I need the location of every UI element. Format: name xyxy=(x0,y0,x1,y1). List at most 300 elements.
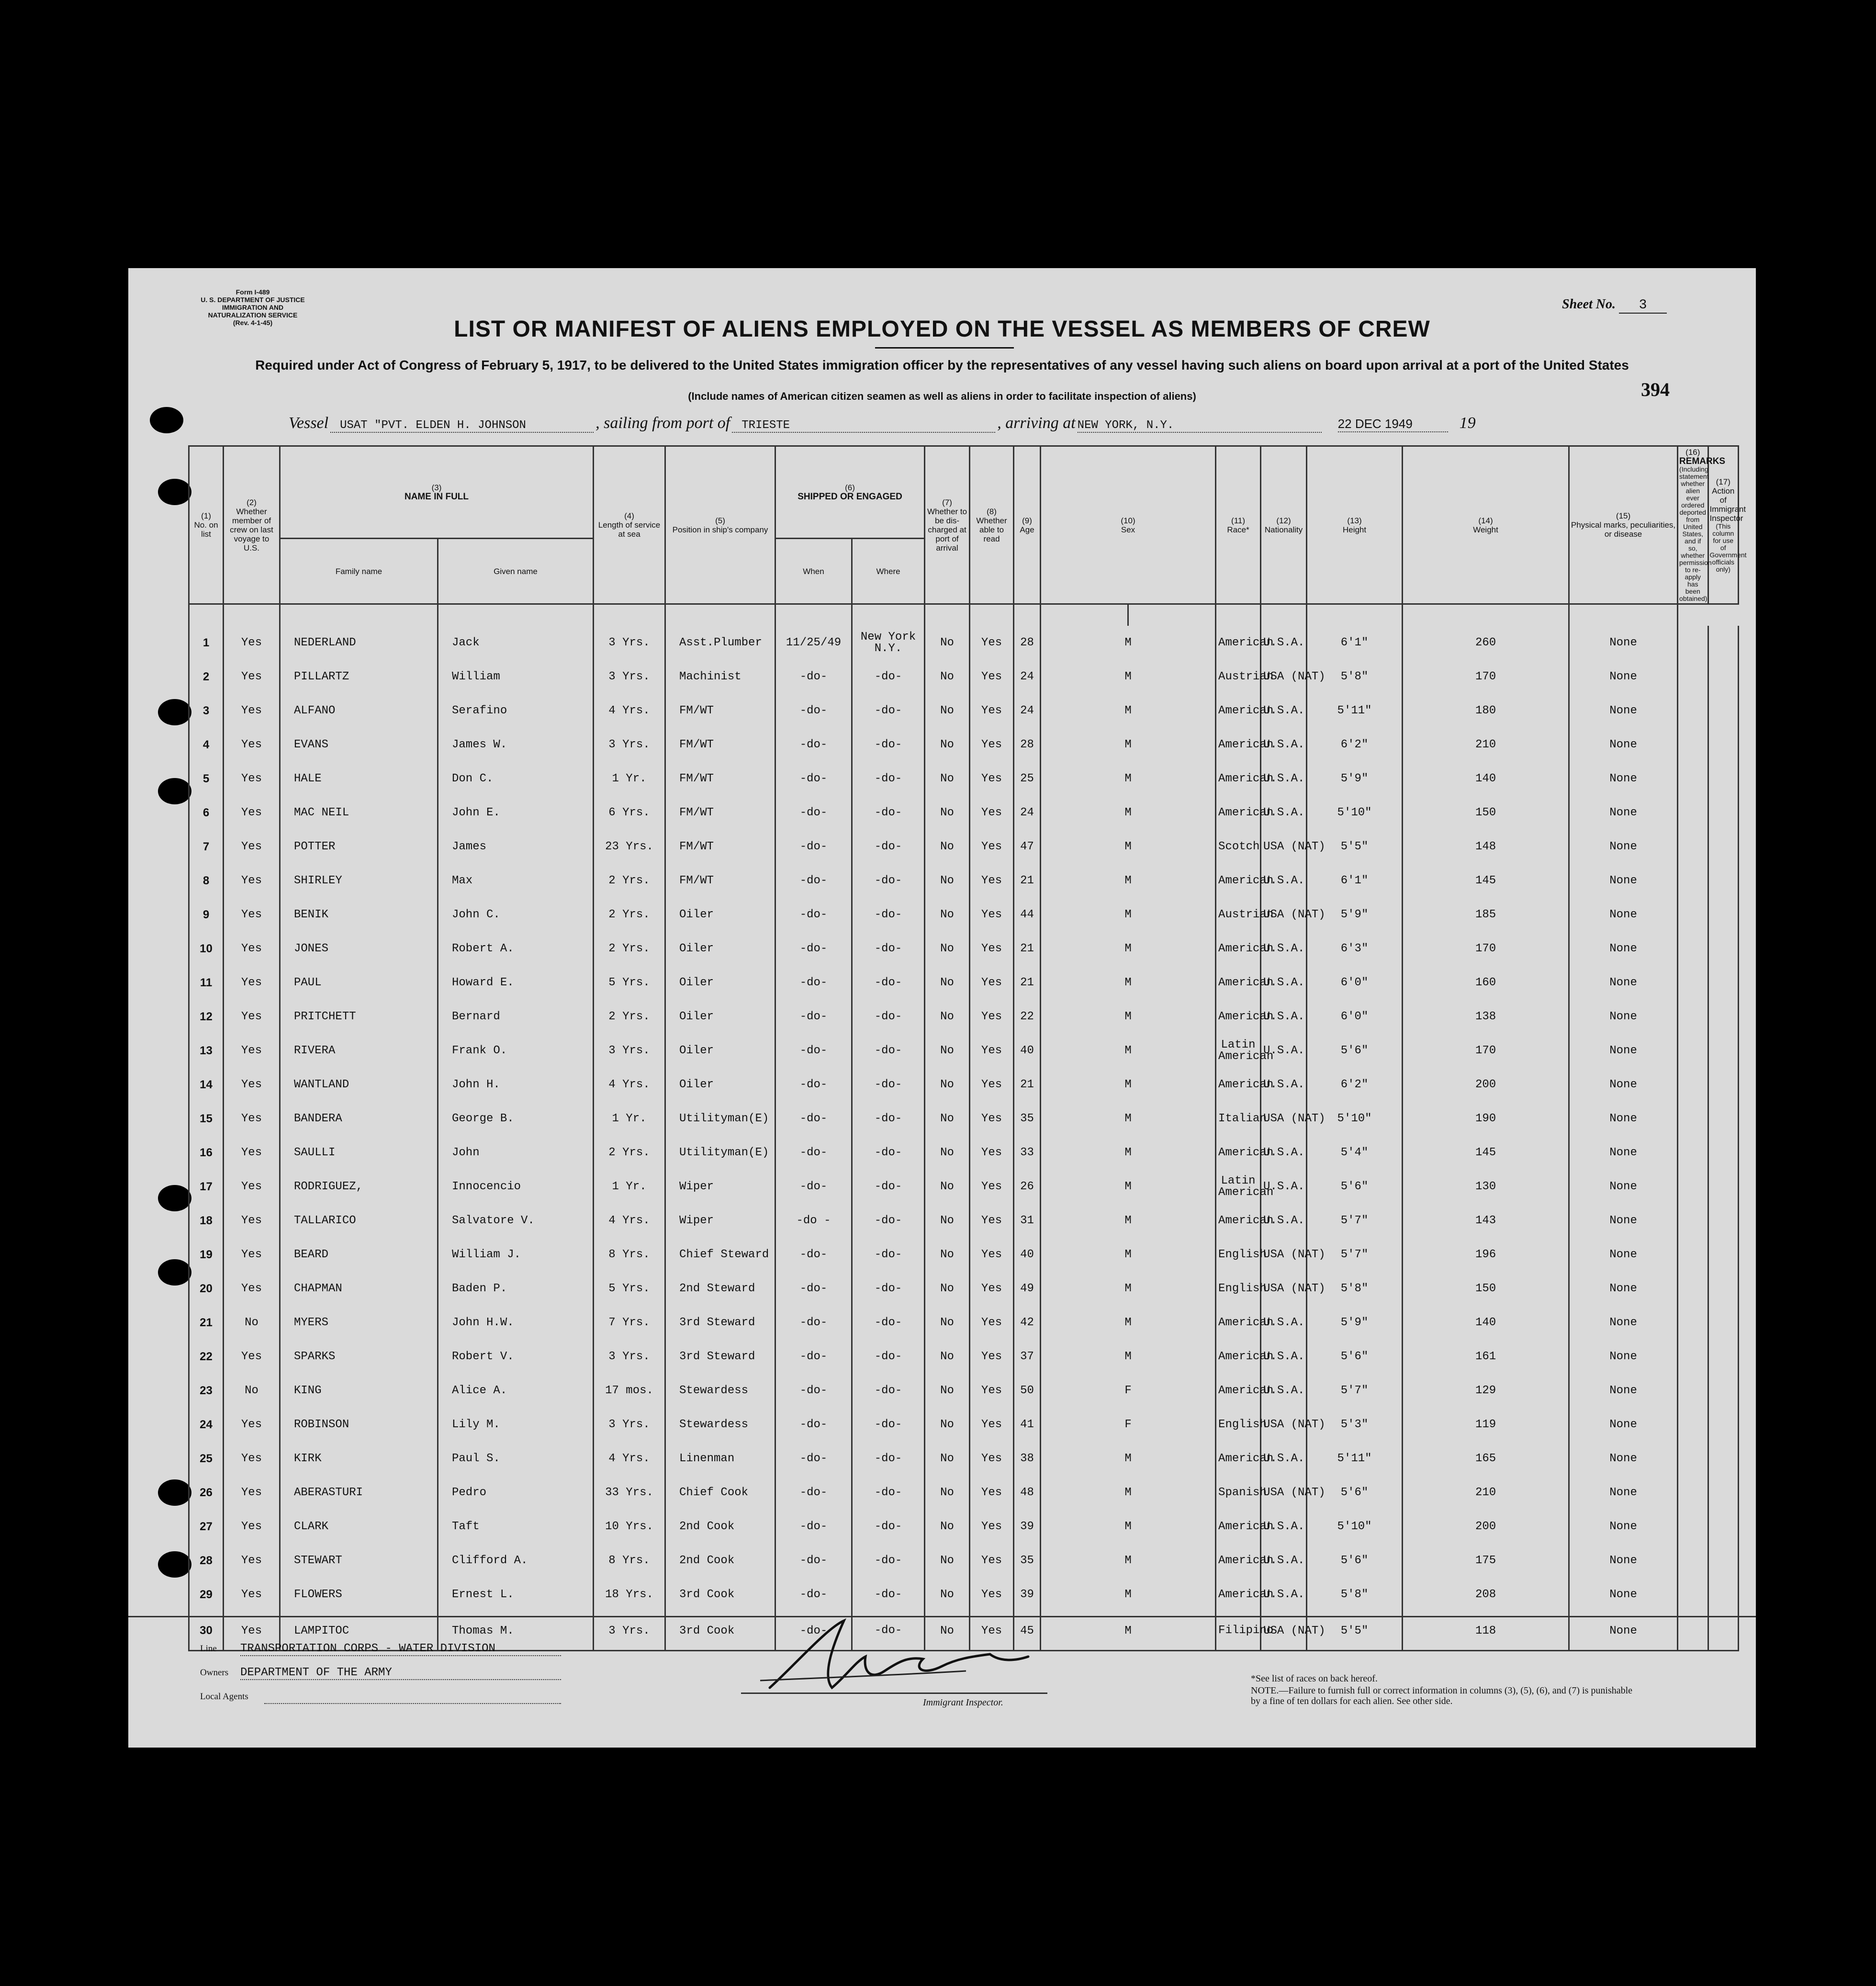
col-header-shipped: (6) SHIPPED OR ENGAGED xyxy=(775,446,925,539)
inspector-action-cell xyxy=(1708,830,1738,864)
shipped-when-cell: -do- xyxy=(775,1374,852,1408)
crew-last-voyage-cell: Yes xyxy=(224,898,280,932)
punch-hole xyxy=(158,1259,191,1286)
sex-cell: M xyxy=(1041,1612,1216,1651)
punch-hole xyxy=(158,479,191,505)
to-be-discharged-cell: No xyxy=(925,1612,970,1651)
family-name-cell: POTTER xyxy=(280,830,438,864)
shipped-when-cell: -do- xyxy=(775,1272,852,1306)
race-cell: American xyxy=(1216,1204,1261,1238)
inspector-action-cell xyxy=(1708,898,1738,932)
height-cell: 6'2" xyxy=(1307,1068,1403,1102)
physical-marks-cell: None xyxy=(1569,1442,1678,1476)
inspector-action-cell xyxy=(1708,1442,1738,1476)
shipped-where-cell: -do- xyxy=(852,728,925,762)
crew-last-voyage-cell: Yes xyxy=(224,1034,280,1068)
height-cell: 5'9" xyxy=(1307,1306,1403,1340)
race-cell: American xyxy=(1216,694,1261,728)
nationality-cell: USA (NAT) xyxy=(1261,1476,1307,1510)
sex-cell: M xyxy=(1041,1340,1216,1374)
position-cell: FM/WT xyxy=(665,830,775,864)
sex-cell: M xyxy=(1041,1238,1216,1272)
nationality-cell: U.S.A. xyxy=(1261,1068,1307,1102)
table-row xyxy=(189,1204,1739,1238)
row-number-cell: 12 xyxy=(189,1000,224,1034)
nationality-cell: USA (NAT) xyxy=(1261,1272,1307,1306)
shipped-when-cell: -do- xyxy=(775,796,852,830)
weight-cell: 140 xyxy=(1403,1306,1569,1340)
length-of-service-cell: 4 Yrs. xyxy=(594,1442,665,1476)
shipped-when-cell: -do- xyxy=(775,898,852,932)
sex-cell: M xyxy=(1041,1578,1216,1612)
family-name-cell: BEARD xyxy=(280,1238,438,1272)
remarks-cell xyxy=(1678,1272,1708,1306)
race-cell: American xyxy=(1216,1136,1261,1170)
family-name-cell: HALE xyxy=(280,762,438,796)
race-cell: American xyxy=(1216,1442,1261,1476)
inspector-signature-line xyxy=(741,1693,1047,1694)
inspector-action-cell xyxy=(1708,1510,1738,1544)
shipped-where-cell: -do- xyxy=(852,1374,925,1408)
able-to-read-cell: Yes xyxy=(970,1000,1014,1034)
given-name-cell: Lily M. xyxy=(438,1408,594,1442)
crew-table xyxy=(188,445,1747,1651)
able-to-read-cell: Yes xyxy=(970,830,1014,864)
shipped-when-cell: 11/25/49 xyxy=(775,626,852,660)
to-be-discharged-cell: No xyxy=(925,932,970,966)
row-number-cell: 11 xyxy=(189,966,224,1000)
row-number-cell: 3 xyxy=(189,694,224,728)
shipped-where-cell: -do- xyxy=(852,1238,925,1272)
sex-cell: F xyxy=(1041,1374,1216,1408)
length-of-service-cell: 3 Yrs. xyxy=(594,1408,665,1442)
inspector-signature xyxy=(741,1609,1172,1704)
crew-last-voyage-cell: Yes xyxy=(224,932,280,966)
height-cell: 5'3" xyxy=(1307,1408,1403,1442)
inspector-label: Immigrant Inspector. xyxy=(923,1697,1003,1708)
family-name-cell: RIVERA xyxy=(280,1034,438,1068)
sex-cell: M xyxy=(1041,932,1216,966)
weight-cell: 150 xyxy=(1403,1272,1569,1306)
able-to-read-cell: Yes xyxy=(970,1442,1014,1476)
nationality-cell: U.S.A. xyxy=(1261,1340,1307,1374)
given-name-cell: Innocencio xyxy=(438,1170,594,1204)
table-row xyxy=(189,796,1739,830)
physical-marks-cell: None xyxy=(1569,1238,1678,1272)
shipped-where-cell: -do- xyxy=(852,1034,925,1068)
row-number-cell: 28 xyxy=(189,1544,224,1578)
race-cell: American xyxy=(1216,1068,1261,1102)
sex-cell: M xyxy=(1041,626,1216,660)
shipped-where-cell: New York N.Y. xyxy=(852,626,925,660)
sex-cell: M xyxy=(1041,762,1216,796)
age-cell: 35 xyxy=(1014,1544,1041,1578)
nationality-cell: U.S.A. xyxy=(1261,796,1307,830)
weight-cell: 140 xyxy=(1403,762,1569,796)
inspector-action-cell xyxy=(1708,1374,1738,1408)
height-cell: 6'2" xyxy=(1307,728,1403,762)
height-cell: 5'8" xyxy=(1307,1578,1403,1612)
title-rule xyxy=(875,347,1014,349)
remarks-cell xyxy=(1678,1510,1708,1544)
col-header-weight: (14) Weight xyxy=(1403,446,1569,604)
shipped-where-cell: -do- xyxy=(852,762,925,796)
family-name-cell: BENIK xyxy=(280,898,438,932)
race-cell: American xyxy=(1216,1374,1261,1408)
shipped-where-cell: -do- xyxy=(852,660,925,694)
physical-marks-cell: None xyxy=(1569,1136,1678,1170)
crew-last-voyage-cell: Yes xyxy=(224,1272,280,1306)
nationality-cell: USA (NAT) xyxy=(1261,1612,1307,1651)
shipped-when-cell: -do- xyxy=(775,830,852,864)
to-be-discharged-cell: No xyxy=(925,1102,970,1136)
to-be-discharged-cell: No xyxy=(925,1000,970,1034)
shipped-where-cell: -do- xyxy=(852,1510,925,1544)
remarks-cell xyxy=(1678,660,1708,694)
inspector-action-cell xyxy=(1708,966,1738,1000)
physical-marks-cell: None xyxy=(1569,966,1678,1000)
physical-marks-cell: None xyxy=(1569,728,1678,762)
given-name-cell: John H. xyxy=(438,1068,594,1102)
shipped-where-cell: -do- xyxy=(852,1442,925,1476)
able-to-read-cell: Yes xyxy=(970,1510,1014,1544)
age-cell: 47 xyxy=(1014,830,1041,864)
age-cell: 44 xyxy=(1014,898,1041,932)
signature-mark xyxy=(741,1609,1172,1704)
family-name-cell: WANTLAND xyxy=(280,1068,438,1102)
length-of-service-cell: 2 Yrs. xyxy=(594,1136,665,1170)
nationality-cell: U.S.A. xyxy=(1261,1000,1307,1034)
age-cell: 40 xyxy=(1014,1034,1041,1068)
able-to-read-cell: Yes xyxy=(970,796,1014,830)
shipped-when-cell: -do- xyxy=(775,1340,852,1374)
crew-last-voyage-cell: Yes xyxy=(224,1000,280,1034)
nationality-cell: U.S.A. xyxy=(1261,762,1307,796)
row-number-cell: 5 xyxy=(189,762,224,796)
race-cell: American xyxy=(1216,1000,1261,1034)
row-number-cell: 27 xyxy=(189,1510,224,1544)
crew-last-voyage-cell: Yes xyxy=(224,1204,280,1238)
height-cell: 5'6" xyxy=(1307,1544,1403,1578)
nationality-cell: U.S.A. xyxy=(1261,694,1307,728)
age-cell: 21 xyxy=(1014,932,1041,966)
given-name-cell: Alice A. xyxy=(438,1374,594,1408)
length-of-service-cell: 4 Yrs. xyxy=(594,694,665,728)
position-cell: Wiper xyxy=(665,1204,775,1238)
height-cell: 5'7" xyxy=(1307,1374,1403,1408)
row-number-cell: 7 xyxy=(189,830,224,864)
to-be-discharged-cell: No xyxy=(925,1306,970,1340)
inspector-action-cell xyxy=(1708,694,1738,728)
to-be-discharged-cell: No xyxy=(925,1272,970,1306)
height-cell: 5'10" xyxy=(1307,796,1403,830)
nationality-cell: USA (NAT) xyxy=(1261,1238,1307,1272)
able-to-read-cell: Yes xyxy=(970,966,1014,1000)
remarks-cell xyxy=(1678,1306,1708,1340)
crew-last-voyage-cell: Yes xyxy=(224,1238,280,1272)
remarks-cell xyxy=(1678,1612,1708,1651)
weight-cell: 175 xyxy=(1403,1544,1569,1578)
able-to-read-cell: Yes xyxy=(970,1034,1014,1068)
physical-marks-cell: None xyxy=(1569,1544,1678,1578)
length-of-service-cell: 4 Yrs. xyxy=(594,1068,665,1102)
inspector-action-cell xyxy=(1708,1034,1738,1068)
shipped-when-cell: -do- xyxy=(775,1544,852,1578)
length-of-service-cell: 5 Yrs. xyxy=(594,966,665,1000)
position-cell: Oiler xyxy=(665,1000,775,1034)
age-cell: 24 xyxy=(1014,796,1041,830)
inspector-action-cell xyxy=(1708,660,1738,694)
table-row xyxy=(189,1238,1739,1272)
remarks-cell xyxy=(1678,1000,1708,1034)
nationality-cell: U.S.A. xyxy=(1261,1306,1307,1340)
col-header-family-name: Family name xyxy=(280,539,438,604)
family-name-cell: NEDERLAND xyxy=(280,626,438,660)
inspector-action-cell xyxy=(1708,1170,1738,1204)
to-be-discharged-cell: No xyxy=(925,898,970,932)
inspector-action-cell xyxy=(1708,1272,1738,1306)
position-cell: Chief Steward xyxy=(665,1238,775,1272)
page-title: LIST OR MANIFEST OF ALIENS EMPLOYED ON THE VESSEL AS MEMBERS OF CREW xyxy=(454,316,1430,342)
physical-marks-cell: None xyxy=(1569,1272,1678,1306)
sex-cell: M xyxy=(1041,1476,1216,1510)
able-to-read-cell: Yes xyxy=(970,728,1014,762)
remarks-cell xyxy=(1678,1034,1708,1068)
shipped-when-cell: -do- xyxy=(775,1306,852,1340)
length-of-service-cell: 2 Yrs. xyxy=(594,1000,665,1034)
crew-last-voyage-cell: Yes xyxy=(224,728,280,762)
age-cell: 39 xyxy=(1014,1578,1041,1612)
row-number-cell: 22 xyxy=(189,1340,224,1374)
age-cell: 31 xyxy=(1014,1204,1041,1238)
to-be-discharged-cell: No xyxy=(925,1034,970,1068)
position-cell: Oiler xyxy=(665,1068,775,1102)
length-of-service-cell: 5 Yrs. xyxy=(594,1272,665,1306)
table-row xyxy=(189,1408,1739,1442)
age-cell: 50 xyxy=(1014,1374,1041,1408)
to-be-discharged-cell: No xyxy=(925,796,970,830)
shipped-when-cell: -do- xyxy=(775,1000,852,1034)
given-name-cell: Don C. xyxy=(438,762,594,796)
inspector-action-cell xyxy=(1708,1068,1738,1102)
height-cell: 5'7" xyxy=(1307,1238,1403,1272)
local-agents-value xyxy=(264,1690,561,1704)
physical-marks-cell: None xyxy=(1569,1102,1678,1136)
given-name-cell: James xyxy=(438,830,594,864)
shipped-where-cell: -do- xyxy=(852,864,925,898)
remarks-cell xyxy=(1678,864,1708,898)
position-cell: 2nd Cook xyxy=(665,1510,775,1544)
shipped-when-cell: -do- xyxy=(775,762,852,796)
physical-marks-cell: None xyxy=(1569,796,1678,830)
table-row xyxy=(189,728,1739,762)
nationality-cell: U.S.A. xyxy=(1261,932,1307,966)
shipped-when-cell: -do- xyxy=(775,1136,852,1170)
age-cell: 49 xyxy=(1014,1272,1041,1306)
to-be-discharged-cell: No xyxy=(925,626,970,660)
service: IMMIGRATION AND NATURALIZATION SERVICE xyxy=(208,304,298,319)
crew-last-voyage-cell: No xyxy=(224,1374,280,1408)
family-name-cell: MAC NEIL xyxy=(280,796,438,830)
height-cell: 5'11" xyxy=(1307,694,1403,728)
physical-marks-cell: None xyxy=(1569,864,1678,898)
to-be-discharged-cell: No xyxy=(925,1476,970,1510)
shipped-when-cell: -do- xyxy=(775,728,852,762)
given-name-cell: Baden P. xyxy=(438,1272,594,1306)
to-be-discharged-cell: No xyxy=(925,1340,970,1374)
family-name-cell: ROBINSON xyxy=(280,1408,438,1442)
position-cell: FM/WT xyxy=(665,694,775,728)
col-header-no: (1) No. on list xyxy=(189,446,224,604)
crew-last-voyage-cell: Yes xyxy=(224,1136,280,1170)
remarks-cell xyxy=(1678,1102,1708,1136)
race-cell: Austrian xyxy=(1216,898,1261,932)
able-to-read-cell: Yes xyxy=(970,1374,1014,1408)
shipped-where-cell: -do- xyxy=(852,1612,925,1651)
able-to-read-cell: Yes xyxy=(970,1476,1014,1510)
able-to-read-cell: Yes xyxy=(970,1102,1014,1136)
col-header-where: Where xyxy=(852,539,925,604)
sex-cell: M xyxy=(1041,1510,1216,1544)
physical-marks-cell: None xyxy=(1569,694,1678,728)
to-be-discharged-cell: No xyxy=(925,762,970,796)
inspector-action-cell xyxy=(1708,1204,1738,1238)
inspector-action-cell xyxy=(1708,762,1738,796)
age-cell: 21 xyxy=(1014,1068,1041,1102)
physical-marks-cell: None xyxy=(1569,1000,1678,1034)
race-cell: Latin American xyxy=(1216,1034,1261,1068)
able-to-read-cell: Yes xyxy=(970,1136,1014,1170)
row-number-cell: 24 xyxy=(189,1408,224,1442)
shipped-when-cell: -do- xyxy=(775,1408,852,1442)
crew-last-voyage-cell: Yes xyxy=(224,1544,280,1578)
table-row xyxy=(189,1510,1739,1544)
table-row xyxy=(189,898,1739,932)
crew-last-voyage-cell: Yes xyxy=(224,1102,280,1136)
weight-cell: 208 xyxy=(1403,1578,1569,1612)
age-cell: 39 xyxy=(1014,1510,1041,1544)
shipped-where-cell: -do- xyxy=(852,1102,925,1136)
port-of-arrival: NEW YORK, N.Y. xyxy=(1078,419,1322,433)
table-row xyxy=(189,864,1739,898)
height-cell: 5'5" xyxy=(1307,1612,1403,1651)
inspector-action-cell xyxy=(1708,1102,1738,1136)
shipped-when-cell: -do- xyxy=(775,1612,852,1651)
sex-cell: M xyxy=(1041,796,1216,830)
given-name-cell: Frank O. xyxy=(438,1034,594,1068)
position-cell: Utilityman(E) xyxy=(665,1102,775,1136)
height-cell: 5'9" xyxy=(1307,898,1403,932)
nationality-cell: U.S.A. xyxy=(1261,728,1307,762)
physical-marks-cell: None xyxy=(1569,1306,1678,1340)
shipped-where-cell: -do- xyxy=(852,796,925,830)
nationality-cell: USA (NAT) xyxy=(1261,660,1307,694)
shipped-where-cell: -do- xyxy=(852,1170,925,1204)
physical-marks-cell: None xyxy=(1569,762,1678,796)
position-cell: 3rd Steward xyxy=(665,1306,775,1340)
family-name-cell: TALLARICO xyxy=(280,1204,438,1238)
sex-cell: M xyxy=(1041,1034,1216,1068)
shipped-where-cell: -do- xyxy=(852,1306,925,1340)
revision: (Rev. 4-1-45) xyxy=(233,319,273,327)
to-be-discharged-cell: No xyxy=(925,1510,970,1544)
given-name-cell: Howard E. xyxy=(438,966,594,1000)
to-be-discharged-cell: No xyxy=(925,1136,970,1170)
nationality-cell: U.S.A. xyxy=(1261,1136,1307,1170)
age-cell: 48 xyxy=(1014,1476,1041,1510)
height-cell: 5'6" xyxy=(1307,1340,1403,1374)
position-cell: FM/WT xyxy=(665,762,775,796)
table-row xyxy=(189,1136,1739,1170)
position-cell: Utilityman(E) xyxy=(665,1136,775,1170)
race-cell: American xyxy=(1216,796,1261,830)
family-name-cell: JONES xyxy=(280,932,438,966)
sheet-number xyxy=(1562,297,1667,314)
table-row xyxy=(189,1476,1739,1510)
weight-cell: 145 xyxy=(1403,1136,1569,1170)
punch-hole xyxy=(158,1479,191,1506)
weight-cell: 160 xyxy=(1403,966,1569,1000)
able-to-read-cell: Yes xyxy=(970,898,1014,932)
height-cell: 5'10" xyxy=(1307,1102,1403,1136)
col-header-when: When xyxy=(775,539,852,604)
crew-last-voyage-cell: Yes xyxy=(224,830,280,864)
able-to-read-cell: Yes xyxy=(970,1340,1014,1374)
given-name-cell: James W. xyxy=(438,728,594,762)
given-name-cell: Jack xyxy=(438,626,594,660)
table-row xyxy=(189,626,1739,660)
nationality-cell: U.S.A. xyxy=(1261,1170,1307,1204)
remarks-cell xyxy=(1678,626,1708,660)
remarks-cell xyxy=(1678,932,1708,966)
remarks-cell xyxy=(1678,762,1708,796)
crew-last-voyage-cell: Yes xyxy=(224,1476,280,1510)
to-be-discharged-cell: No xyxy=(925,1544,970,1578)
row-number-cell: 1 xyxy=(189,626,224,660)
given-name-cell: John xyxy=(438,1136,594,1170)
family-name-cell: ALFANO xyxy=(280,694,438,728)
col-header-given-name: Given name xyxy=(438,539,594,604)
physical-marks-cell: None xyxy=(1569,1204,1678,1238)
row-number-cell: 29 xyxy=(189,1578,224,1612)
given-name-cell: Salvatore V. xyxy=(438,1204,594,1238)
shipped-when-cell: -do- xyxy=(775,1442,852,1476)
remarks-cell xyxy=(1678,1170,1708,1204)
table-row xyxy=(189,966,1739,1000)
height-cell: 6'3" xyxy=(1307,932,1403,966)
weight-cell: 170 xyxy=(1403,1034,1569,1068)
given-name-cell: Serafino xyxy=(438,694,594,728)
remarks-cell xyxy=(1678,1544,1708,1578)
age-cell: 21 xyxy=(1014,864,1041,898)
col-header-crew: (2) Whether member of crew on last voyage to U.S. xyxy=(224,446,280,604)
row-number-cell: 8 xyxy=(189,864,224,898)
family-name-cell: SAULLI xyxy=(280,1136,438,1170)
race-cell: American xyxy=(1216,762,1261,796)
weight-cell: 150 xyxy=(1403,796,1569,830)
inspector-action-cell xyxy=(1708,1408,1738,1442)
weight-cell: 129 xyxy=(1403,1374,1569,1408)
crew-last-voyage-cell: Yes xyxy=(224,1068,280,1102)
family-name-cell: PILLARTZ xyxy=(280,660,438,694)
position-cell: Stewardess xyxy=(665,1374,775,1408)
inspector-action-cell xyxy=(1708,1578,1738,1612)
crew-last-voyage-cell: Yes xyxy=(224,1170,280,1204)
row-number-cell: 20 xyxy=(189,1272,224,1306)
shipped-where-cell: -do- xyxy=(852,1204,925,1238)
given-name-cell: John C. xyxy=(438,898,594,932)
height-cell: 5'11" xyxy=(1307,1442,1403,1476)
